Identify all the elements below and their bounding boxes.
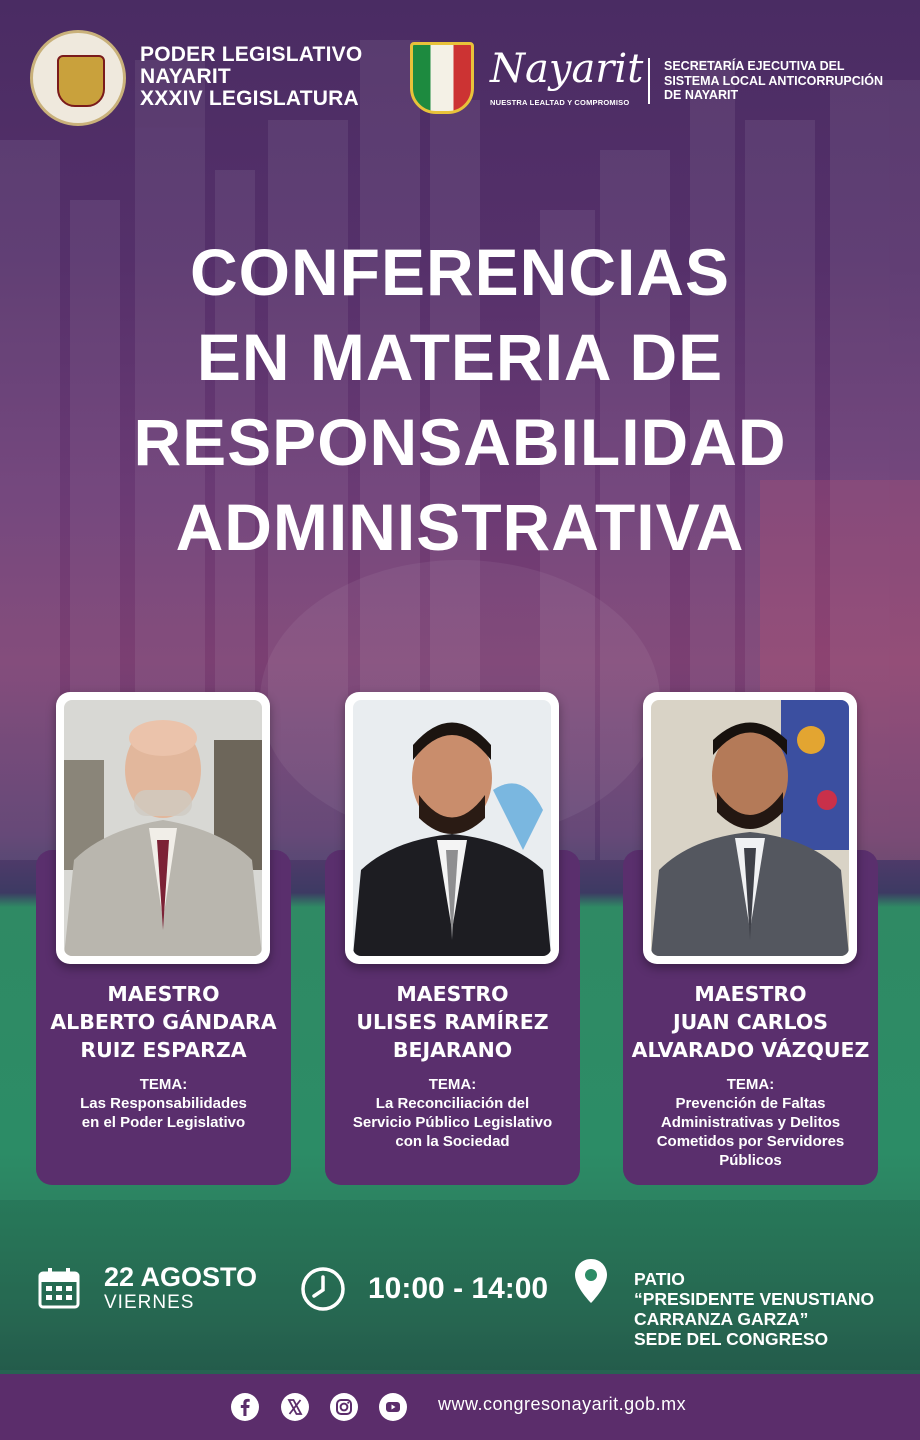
speaker-name-line: ULISES RAMÍREZ <box>356 1010 549 1034</box>
venue-line: “PRESIDENTE VENUSTIANO <box>634 1289 875 1309</box>
tema-line: Servicio Público Legislativo <box>352 1114 553 1131</box>
title-line: EN MATERIA DE <box>196 320 724 394</box>
facebook-icon[interactable] <box>231 1393 259 1421</box>
instagram-icon[interactable] <box>330 1393 358 1421</box>
speaker-name-line: BEJARANO <box>392 1038 513 1062</box>
nayarit-shield-icon <box>410 42 474 114</box>
title-line: RESPONSABILIDAD <box>133 405 787 479</box>
header-divider <box>648 58 650 104</box>
venue-line: SEDE DEL CONGRESO <box>634 1329 829 1349</box>
event-time: 10:00 - 14:00 <box>368 1272 549 1305</box>
speaker-photo <box>345 692 559 964</box>
venue-line: PATIO <box>634 1269 685 1289</box>
speaker-portrait-image <box>353 700 551 956</box>
tema-text <box>335 1094 570 1151</box>
tema-label: TEMA: <box>139 1076 188 1093</box>
tema-text <box>633 1094 868 1170</box>
tema-line: Prevención de Faltas <box>675 1095 826 1112</box>
secretaria-line: SECRETARÍA EJECUTIVA DEL <box>664 59 845 73</box>
title-line: CONFERENCIAS <box>189 235 731 309</box>
website-link[interactable]: www.congresonayarit.gob.mx <box>438 1394 687 1414</box>
speaker-name-line: MAESTRO <box>396 982 509 1006</box>
speaker-name-line: MAESTRO <box>694 982 807 1006</box>
speaker-name-line: RUIZ ESPARZA <box>80 1038 247 1062</box>
tema-line: Administrativas y Delitos <box>660 1114 841 1131</box>
tema-text <box>46 1094 281 1132</box>
secretaria-text <box>664 59 883 103</box>
location-pin-icon <box>574 1258 608 1304</box>
x-icon[interactable] <box>281 1393 309 1421</box>
nayarit-tagline: NUESTRA LEALTAD Y COMPROMISO <box>490 98 630 107</box>
speaker-portrait-image <box>651 700 849 956</box>
nayarit-logo: Nayarit <box>490 46 644 92</box>
page-title <box>0 230 920 570</box>
legislativo-line: NAYARIT <box>140 65 231 88</box>
congress-seal-icon <box>30 30 126 126</box>
secretaria-line: DE NAYARIT <box>664 88 739 102</box>
tema-label: TEMA: <box>726 1076 775 1093</box>
speaker-name <box>623 980 878 1064</box>
tema-line: Públicos <box>719 1152 782 1169</box>
speaker-name <box>36 980 291 1064</box>
speaker-photo <box>643 692 857 964</box>
speaker-portrait-image <box>64 700 262 956</box>
calendar-icon <box>38 1267 80 1309</box>
speaker-name <box>325 980 580 1064</box>
clock-icon <box>300 1266 346 1312</box>
legislativo-line: PODER LEGISLATIVO <box>140 43 363 66</box>
event-venue <box>634 1269 874 1349</box>
speaker-name-line: ALBERTO GÁNDARA <box>50 1010 277 1034</box>
tema-line: La Reconciliación del <box>375 1095 530 1112</box>
youtube-icon[interactable] <box>379 1393 407 1421</box>
event-date: 22 AGOSTO <box>104 1262 258 1292</box>
tema-line: en el Poder Legislativo <box>81 1114 246 1131</box>
secretaria-line: SISTEMA LOCAL ANTICORRUPCIÓN <box>664 73 883 88</box>
venue-line: CARRANZA GARZA” <box>634 1309 809 1329</box>
tema-line: con la Sociedad <box>395 1133 510 1150</box>
event-day: VIERNES <box>104 1292 195 1313</box>
legislativo-line: XXXIV LEGISLATURA <box>140 87 359 110</box>
speaker-name-line: ALVARADO VÁZQUEZ <box>631 1038 870 1062</box>
title-line: ADMINISTRATIVA <box>175 490 745 564</box>
speaker-photo <box>56 692 270 964</box>
tema-label: TEMA: <box>428 1076 477 1093</box>
speaker-name-line: MAESTRO <box>107 982 220 1006</box>
tema-line: Las Responsabilidades <box>80 1095 247 1112</box>
speaker-name-line: JUAN CARLOS <box>672 1010 829 1034</box>
tema-line: Cometidos por Servidores <box>656 1133 845 1150</box>
poder-legislativo-text <box>140 44 362 110</box>
